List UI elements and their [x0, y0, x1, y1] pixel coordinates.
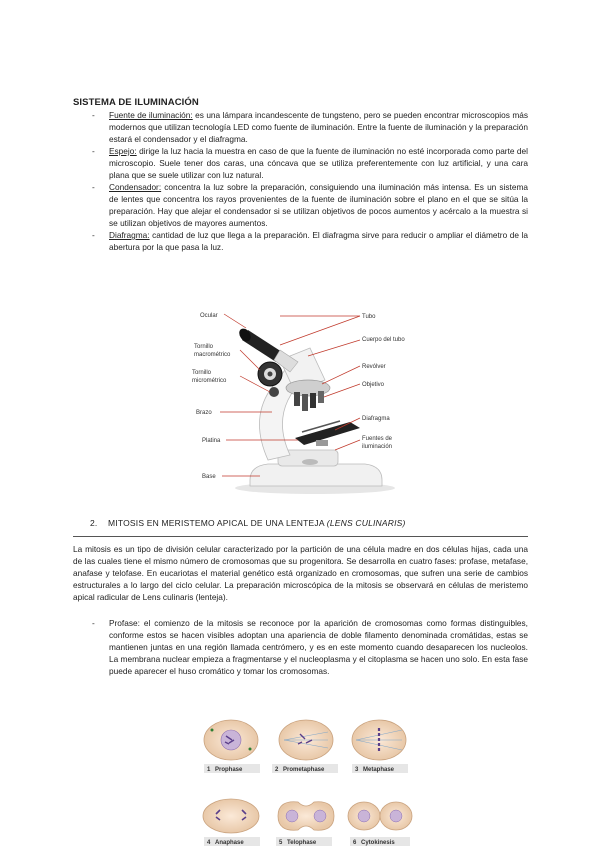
phase-name: Metaphase — [363, 767, 395, 773]
label-objetivo: Objetivo — [362, 382, 385, 388]
phase-name: Prometaphase — [283, 767, 325, 773]
phase-name: Prophase — [215, 767, 243, 773]
section-divider — [73, 536, 528, 537]
cell-cytokinesis — [348, 802, 412, 830]
cell-metaphase — [352, 720, 406, 760]
iluminacion-list — [92, 109, 528, 253]
label-revolver: Revólver — [362, 364, 386, 370]
phase-label-3 — [352, 764, 408, 773]
cell-prometaphase — [279, 720, 333, 760]
phase-name: Anaphase — [215, 840, 244, 846]
section-heading-mitosis — [90, 518, 406, 528]
term-fuente: Fuente de iluminación: — [109, 110, 193, 120]
phase-label-6 — [350, 837, 410, 846]
label-tornillo-micro-2: micrométrico — [192, 378, 227, 384]
list-item: - Profase: el comienzo de la mitosis se reconoce por la aparición de cromosomas como formas distinguibles, conforme estos se hacen visibles adoptan una apariencia de doble filamento denominada cromátidas, estas se mantienen juntas en una región llamada centrómero, y es en este momento cuando desaparecen los nucleolos. La membrana nuclear empieza a fragmentarse y el nucleoplasma y el citoplasma se hacen uno solo. En esta fase puede aparecer el huso cromático y tomar los cromosomas. — [92, 618, 528, 676]
list-item: - Condensador: concentra la luz sobre la preparación, consiguiendo una iluminación más intensa. Es un sistema de lentes que concentra los rayos provenientes de la fuente de iluminación sobre el plano en el que se sitúa la preparación. Hay que alejar el condensador si se utilizan objetivos de pocos aumentos y acércalo a la muestra si se utilizan objetivos de mayores aumentos. — [92, 182, 528, 228]
label-diafragma: Diafragma — [362, 416, 390, 422]
label-base: Base — [202, 474, 216, 480]
phase-num: 6 — [353, 840, 357, 846]
mitosis-list — [92, 617, 528, 677]
phase-label-2 — [272, 764, 338, 773]
section-title-italic: (LENS CULINARIS) — [326, 518, 406, 528]
cell-anaphase — [203, 799, 259, 833]
phase-num: 1 — [207, 767, 211, 773]
phase-num: 2 — [275, 767, 279, 773]
label-cuerpo-tubo: Cuerpo del tubo — [362, 337, 405, 343]
term-espejo: Espejo: — [109, 146, 137, 156]
cell-prophase — [204, 720, 258, 760]
label-ocular: Ocular — [200, 313, 218, 319]
label-fuentes-1: Fuentes de — [362, 436, 393, 442]
label-tornillo-micro-1: Tornillo — [192, 370, 212, 376]
term-condensador: Condensador: — [109, 182, 162, 192]
phase-num: 5 — [279, 840, 283, 846]
item-text: dirige la luz hacia la muestra en caso de que la fuente de iluminación no esté incorporada como parte del microscopio. Suele tener dos caras, una cóncava que se utiliza preferentemente con luz artificial, y una cara plana que se suele utilizar con luz natural. — [109, 146, 528, 180]
section-number: 2. — [90, 518, 98, 528]
label-brazo: Brazo — [196, 410, 212, 416]
phase-label-4 — [204, 837, 260, 846]
list-item: - Fuente de iluminación: es una lámpara incandescente de tungsteno, pero se pueden encontrar microscopios más modernos que utilizan tecnología LED como fuente de iluminación. Entre la fuente de iluminación y la preparación estará el condensador y el diafragma. — [92, 110, 529, 144]
phase-label-1 — [204, 764, 260, 773]
mitosis-paragraph: La mitosis es un tipo de división celular caracterizado por la partición de una célula madre en dos células hijas, cada una de las cuales tiene el mismo número de cromosomas que su progenitora. Se desarrolla en cuatro fases: profase, metafase, anafase y telofase. En eucariotas el material genético está organizado en cromosomas, que sufren una serie de cambios estructurales a lo largo del ciclo celular. La preparación microscópica de la mitosis se observará en células de meristemo apical radicular de Lens culinaris (lenteja). — [73, 544, 528, 602]
label-platina: Platina — [202, 438, 221, 444]
section-title-iluminacion: SISTEMA DE ILUMINACIÓN — [73, 97, 199, 108]
label-tornillo-macro-2: macrométrico — [194, 352, 231, 358]
phase-num: 4 — [207, 840, 211, 846]
label-tubo: Tubo — [362, 314, 376, 320]
microscope-diagram — [190, 300, 420, 505]
label-tornillo-macro-1: Tornillo — [194, 344, 214, 350]
list-item: - Espejo: dirige la luz hacia la muestra en caso de que la fuente de iluminación no esté incorporada como parte del microscopio. Suele tener dos caras, una cóncava que se utiliza preferentemente con luz artificial, y una cara plana que se suele utilizar con luz natural. — [92, 146, 528, 180]
phase-label-5 — [276, 837, 332, 846]
cell-telophase — [278, 802, 334, 830]
item-text: es una lámpara incandescente de tungsteno, pero se pueden encontrar microscopios más modernos que utilizan tecnología LED como fuente de iluminación. Entre la fuente de iluminación y la preparación estará el condensador y el diafragma. — [109, 110, 529, 144]
phase-name: Cytokinesis — [361, 840, 395, 846]
section-title: MITOSIS EN MERISTEMO APICAL DE UNA LENTEJA — [108, 518, 327, 528]
term-diafragma: Diafragma: — [109, 230, 150, 240]
label-fuentes-2: iluminación — [362, 444, 393, 450]
list-item: - Diafragma: cantidad de luz que llega a la preparación. El diafragma sirve para reducir o ampliar el diámetro de la abertura por la que pasa la luz. — [92, 230, 528, 252]
phase-name: Telophase — [287, 840, 317, 846]
mitosis-phases-figure — [198, 716, 418, 848]
item-text: concentra la luz sobre la preparación, consiguiendo una iluminación más intensa. Es un sistema de lentes que concentra los rayos provenientes de la fuente de iluminación sobre el plano en el que se sitúa la preparación. Hay que alejar el condensador si se utilizan objetivos de pocos aumentos y acércalo a la muestra si se utilizan objetivos de mayores aumentos. — [109, 182, 528, 228]
phase-num: 3 — [355, 767, 359, 773]
item-text: Profase: el comienzo de la mitosis se reconoce por la aparición de cromosomas como formas distinguibles, conforme estos se hacen visibles adoptan una apariencia de doble filamento denominada cromátidas, estas se mantienen juntas en una región llamada centrómero, y es en este momento cuando desaparecen los nucleolos. La membrana nuclear empieza a fragmentarse y el nucleoplasma y el citoplasma se hacen uno solo. En esta fase puede aparecer el huso cromático y tomar los cromosomas. — [109, 618, 528, 676]
item-text: cantidad de luz que llega a la preparación. El diafragma sirve para reducir o ampliar el diámetro de la abertura por la que pasa la luz. — [109, 230, 528, 252]
